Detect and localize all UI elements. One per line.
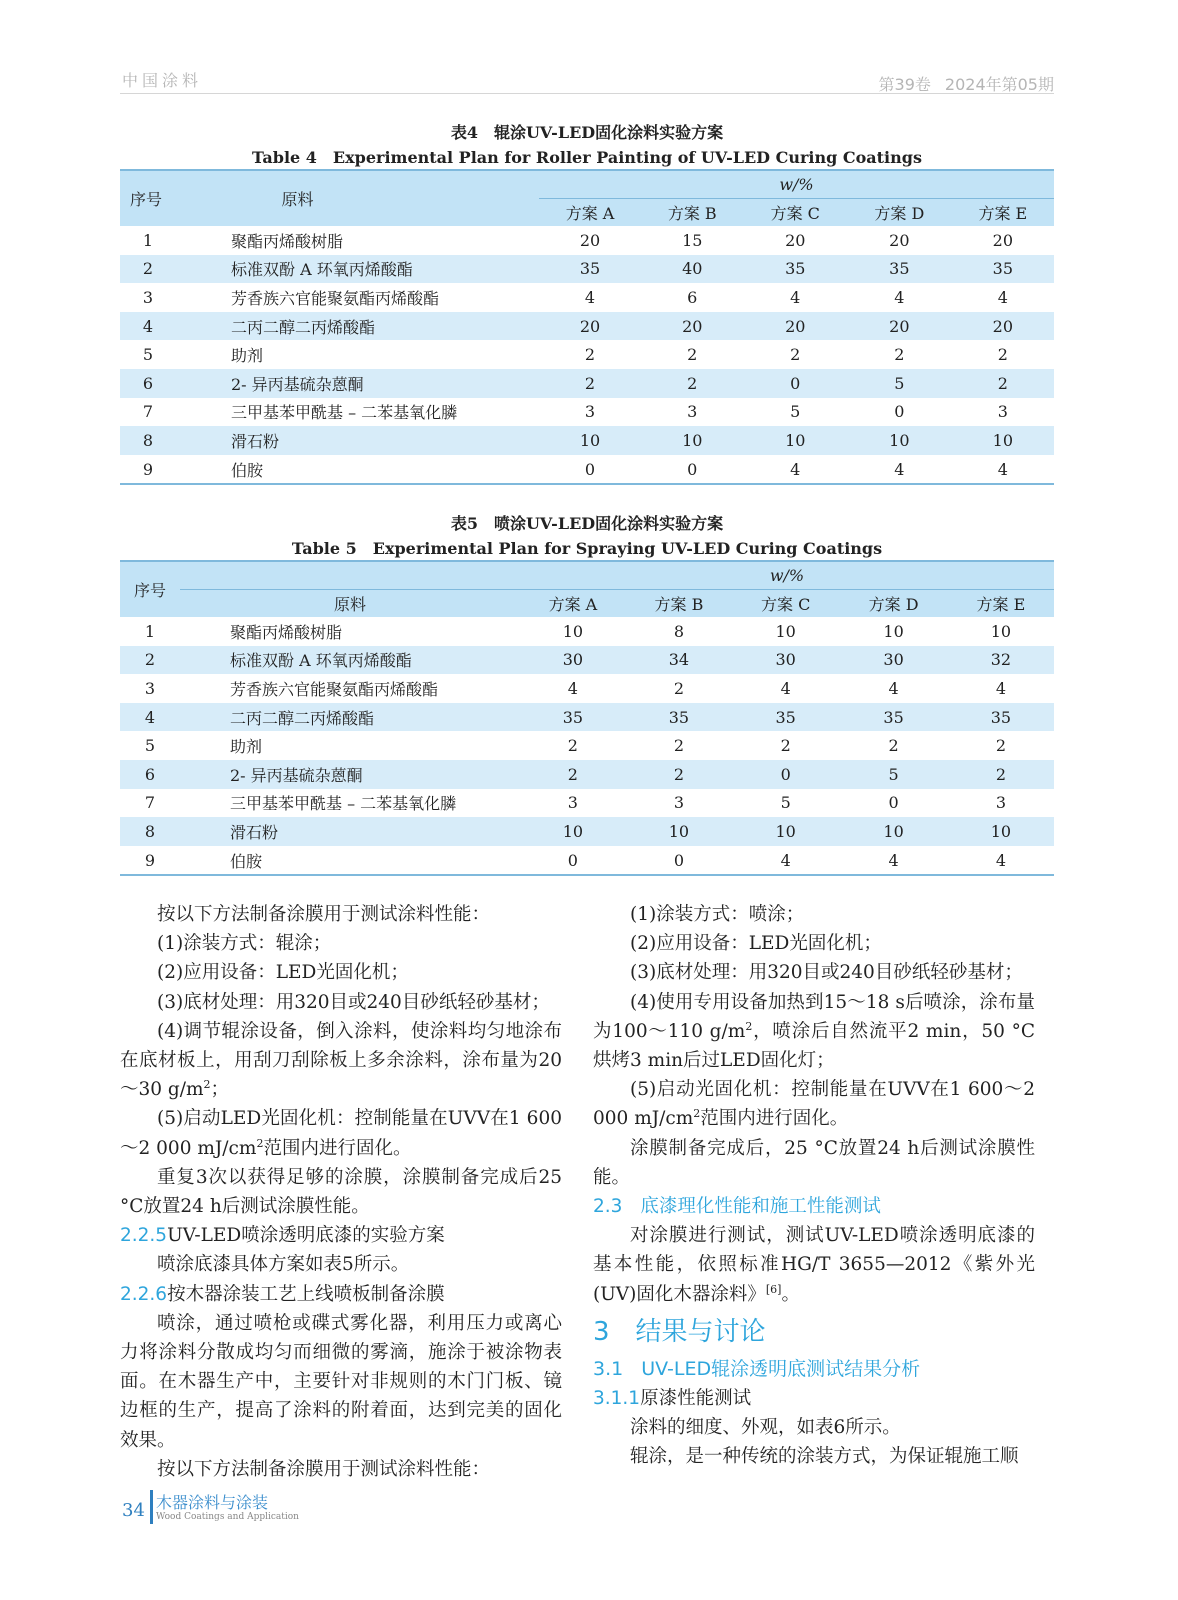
- cell-value: 10: [785, 430, 806, 450]
- cell-value: 2: [995, 736, 1007, 756]
- cell-no: 4: [142, 316, 154, 336]
- cell-value: 6: [687, 287, 698, 307]
- table-row: [120, 226, 1054, 255]
- paragraph: 喷涂底漆具体方案如表5所示。: [157, 1254, 410, 1276]
- section-number: 3.1.1: [593, 1388, 641, 1410]
- cell-value: 10: [668, 821, 690, 841]
- cell-no: 4: [144, 707, 156, 727]
- cell-value: 4: [997, 287, 1008, 307]
- col-header-plan: 方案 B: [641, 199, 743, 227]
- cell-material: 2- 异丙基硫杂蒽酮: [231, 374, 364, 394]
- right-column: [593, 900, 1035, 1472]
- paragraph: (2)应用设备：LED光固化机；: [157, 962, 409, 984]
- cell-no: 5: [142, 345, 154, 365]
- section-title: 按木器涂装工艺上线喷板制备涂膜: [167, 1283, 445, 1305]
- table-row: [120, 817, 1054, 846]
- text: (4)使用专用设备加热到15～18 s后喷涂，涂布量为100～110 g/m: [593, 991, 1035, 1042]
- col-header-no: 序号: [133, 581, 166, 600]
- table4: [120, 169, 1054, 485]
- cell-value: 10: [775, 821, 796, 841]
- cell-no: 2: [142, 259, 154, 279]
- cell-material: 滑石粉: [231, 431, 280, 451]
- journal-name: 中国涂料: [122, 71, 203, 90]
- cell-value: 35: [889, 259, 910, 279]
- cell-material: 聚酯丙烯酸树脂: [231, 231, 344, 251]
- cell-value: 30: [883, 650, 904, 670]
- cell-value: 3: [584, 402, 596, 422]
- cell-value: 40: [682, 259, 703, 279]
- cell-value: 4: [790, 287, 801, 307]
- superscript: 2: [693, 1107, 701, 1121]
- cell-value: 8: [673, 621, 684, 641]
- cell-value: 20: [682, 316, 703, 336]
- issue-info: [865, 72, 1054, 95]
- cell-no: 2: [144, 650, 156, 670]
- table-row: [120, 283, 1054, 312]
- superscript: 2: [256, 1136, 264, 1150]
- cell-value: 2: [997, 373, 1008, 393]
- header-spacer: [180, 561, 520, 590]
- section-number: 2.2.5: [120, 1225, 168, 1247]
- table-row: [120, 369, 1054, 398]
- col-header-plan: 方案 E: [952, 199, 1054, 227]
- cell-value: 35: [562, 707, 584, 727]
- text: 范围内进行固化。: [700, 1108, 849, 1130]
- section-number: 3.1: [593, 1357, 624, 1380]
- cell-value: 0: [687, 459, 698, 479]
- cell-value: 5: [790, 402, 801, 422]
- cell-value: 4: [995, 850, 1007, 870]
- left-column: [120, 900, 562, 1484]
- paragraph: [593, 1221, 1035, 1309]
- cell-value: 0: [790, 373, 801, 393]
- cell-material: 三甲基苯甲酰基 – 二苯基氧化膦: [230, 794, 457, 814]
- table4-caption-cn: 表4 辊涂UV-LED固化涂料实验方案: [450, 123, 724, 142]
- text: ，喷涂后自然流平2 min，50 °C烘烤3 min后过LED固化灯；: [593, 1020, 1035, 1072]
- cell-value: 4: [780, 678, 791, 698]
- cell-material: 伯胺: [230, 851, 263, 871]
- cell-value: 10: [883, 821, 904, 841]
- cell-value: 35: [883, 707, 904, 727]
- cell-value: 3: [995, 793, 1007, 813]
- cell-material: 助剂: [230, 737, 263, 757]
- paragraph: (1)涂装方式：辊涂；: [157, 933, 332, 955]
- cell-value: 35: [990, 707, 1012, 727]
- section-title: UV-LED喷涂透明底漆的实验方案: [167, 1225, 445, 1247]
- cell-value: 20: [579, 230, 601, 250]
- paragraph: [120, 1104, 562, 1162]
- cell-value: 10: [889, 430, 910, 450]
- cell-value: 2: [584, 373, 596, 393]
- table-row: [120, 674, 1054, 703]
- cell-no: 8: [144, 821, 156, 841]
- table-row: [120, 255, 1054, 284]
- cell-value: 5: [780, 793, 791, 813]
- cell-value: 2: [888, 736, 899, 756]
- cell-value: 30: [775, 650, 796, 670]
- cell-value: 4: [894, 459, 905, 479]
- cell-material: 标准双酚 A 环氧丙烯酸酯: [231, 260, 413, 280]
- cell-value: 2: [567, 736, 578, 756]
- cell-no: 3: [144, 678, 156, 698]
- cell-value: 35: [992, 259, 1014, 279]
- section-title: UV-LED辊涂透明底测试结果分析: [641, 1357, 921, 1380]
- cell-value: 2: [997, 345, 1008, 365]
- table-row: [120, 617, 1054, 646]
- paragraph: 涂料的细度、外观，如表6所示。: [630, 1417, 901, 1439]
- cell-value: 20: [889, 230, 910, 250]
- cell-value: 4: [995, 678, 1007, 698]
- cell-value: 0: [567, 850, 578, 870]
- cell-material: 2- 异丙基硫杂蒽酮: [230, 765, 363, 785]
- col-header-unit: w/%: [769, 566, 805, 585]
- cell-value: 20: [992, 316, 1014, 336]
- page-number: 34: [122, 1500, 145, 1521]
- paragraph: 喷涂，通过喷枪或碟式雾化器，利用压力或离心力将涂料分散成均匀而细微的雾滴，施涂于被涂物表面。在木器生产中，主要针对非规则的木门门板、镜边框的生产，提高了涂料的附着面，达到完美的固化效果。: [120, 1312, 562, 1451]
- cell-no: 5: [144, 736, 156, 756]
- cell-no: 1: [142, 230, 154, 250]
- col-header-plan: 方案 D: [847, 199, 952, 227]
- table-row: [120, 426, 1054, 455]
- text: (5)启动光固化机：控制能量在UVV在1 600～2 000 mJ/cm: [593, 1079, 1035, 1130]
- cell-value: 20: [579, 316, 601, 336]
- cell-value: 0: [673, 850, 684, 870]
- col-header-plan: 方案 C: [744, 199, 847, 227]
- table-row: [120, 760, 1054, 789]
- cell-value: 3: [687, 402, 698, 422]
- cell-value: 35: [668, 707, 690, 727]
- header-divider: [120, 93, 1054, 94]
- cell-value: 4: [790, 459, 801, 479]
- paragraph: 按以下方法制备涂膜用于测试涂料性能：: [157, 1458, 491, 1480]
- table4-caption-en: Table 4 Experimental Plan for Roller Painting of UV-LED Curing Coatings: [252, 148, 922, 167]
- footer-journal-en: Wood Coatings and Application: [156, 1512, 299, 1522]
- text: ；: [210, 1079, 230, 1101]
- table-row: [120, 398, 1054, 427]
- text: 。: [781, 1283, 800, 1305]
- section-title: 结果与讨论: [635, 1316, 766, 1347]
- section-title: 原漆性能测试: [640, 1388, 752, 1410]
- paragraph: (1)涂装方式：喷涂；: [630, 904, 805, 925]
- table-row: [120, 455, 1054, 485]
- cell-value: 2: [584, 345, 596, 365]
- cell-value: 2: [673, 764, 684, 784]
- cell-value: 20: [992, 230, 1014, 250]
- section-heading-3-1: [593, 1355, 1035, 1384]
- cell-value: 0: [780, 764, 791, 784]
- cell-value: 34: [668, 650, 690, 670]
- issue: 2024年第05期: [944, 75, 1054, 94]
- citation: [6]: [765, 1282, 782, 1296]
- paragraph: 涂膜制备完成后，25 °C放置24 h后测试涂膜性能。: [593, 1137, 1035, 1188]
- col-header-plan: 方案 A: [539, 199, 641, 227]
- cell-value: 10: [883, 621, 904, 641]
- col-header-plan: 方案 B: [626, 590, 732, 618]
- cell-material: 伯胺: [231, 460, 264, 480]
- cell-value: 2: [673, 736, 684, 756]
- table5-caption-cn: 表5 喷涂UV-LED固化涂料实验方案: [450, 514, 724, 533]
- cell-value: 3: [673, 793, 684, 813]
- text: 对涂膜进行测试，测试UV-LED喷涂透明底漆的基本性能，依照标准HG/T 3655—2012《紫外光(UV)固化木器涂料》: [593, 1225, 1035, 1305]
- paragraph: 辊涂，是一种传统的涂装方式，为保证辊施工顺: [630, 1446, 1019, 1468]
- cell-no: 7: [142, 402, 154, 422]
- cell-material: 助剂: [231, 346, 264, 366]
- cell-material: 三甲基苯甲酰基 – 二苯基氧化膦: [231, 403, 458, 423]
- cell-value: 10: [990, 821, 1012, 841]
- col-header-plan: 方案 D: [839, 590, 948, 618]
- cell-value: 10: [992, 430, 1014, 450]
- cell-material: 芳香族六官能聚氨酯丙烯酸酯: [230, 679, 439, 699]
- col-header-plan: 方案 C: [732, 590, 839, 618]
- section-number: 2.2.6: [120, 1283, 168, 1305]
- cell-value: 3: [997, 402, 1008, 422]
- table-row: [120, 731, 1054, 760]
- cell-value: 32: [990, 650, 1012, 670]
- cell-value: 10: [579, 430, 601, 450]
- text: (5)启动LED光固化机：控制能量在UVV在1 600～2 000 mJ/cm: [120, 1108, 562, 1159]
- cell-material: 滑石粉: [230, 822, 279, 842]
- section-title: 底漆理化性能和施工性能测试: [640, 1196, 881, 1218]
- cell-value: 4: [894, 287, 905, 307]
- cell-value: 35: [579, 259, 601, 279]
- cell-material: 芳香族六官能聚氨酯丙烯酸酯: [231, 288, 440, 308]
- col-header-plan: 方案 A: [520, 590, 626, 618]
- cell-no: 8: [142, 430, 154, 450]
- cell-value: 10: [562, 821, 584, 841]
- paragraph: (3)底材处理：用320目或240目砂纸轻砂基材；: [630, 962, 1023, 984]
- cell-value: 4: [780, 850, 791, 870]
- table-row: [120, 789, 1054, 818]
- cell-value: 2: [894, 345, 905, 365]
- cell-material: 二丙二醇二丙烯酸酯: [231, 317, 376, 337]
- footer-bar: [150, 1490, 153, 1524]
- section-heading-2-2-5: [120, 1221, 562, 1250]
- cell-value: 4: [888, 678, 899, 698]
- table-row: [120, 646, 1054, 675]
- cell-no: 6: [144, 764, 156, 784]
- cell-value: 2: [790, 345, 801, 365]
- paragraph: 按以下方法制备涂膜用于测试涂料性能：: [157, 904, 491, 925]
- paragraph: (3)底材处理：用320目或240目砂纸轻砂基材；: [157, 991, 550, 1013]
- cell-no: 9: [144, 850, 156, 870]
- cell-value: 10: [775, 621, 796, 641]
- text: 范围内进行固化。: [263, 1137, 412, 1159]
- volume: 第39卷: [878, 75, 931, 94]
- cell-value: 20: [889, 316, 910, 336]
- superscript: 2: [203, 1078, 211, 1092]
- table5-caption-en: Table 5 Experimental Plan for Spraying UV-LED Curing Coatings: [291, 539, 883, 558]
- paragraph: [593, 1075, 1035, 1133]
- cell-no: 3: [142, 287, 154, 307]
- section-number: 3: [593, 1316, 610, 1347]
- cell-value: 35: [775, 707, 796, 727]
- cell-material: 二丙二醇二丙烯酸酯: [230, 708, 375, 728]
- cell-material: 聚酯丙烯酸树脂: [230, 622, 343, 642]
- cell-value: 10: [682, 430, 703, 450]
- table-row: [120, 846, 1054, 876]
- section-heading-3-1-1: [593, 1384, 1035, 1413]
- text: (4)调节辊涂设备，倒入涂料，使涂料均匀地涂布在底材板上，用刮刀刮除板上多余涂料，涂布量为20～30 g/m: [120, 1020, 562, 1101]
- paragraph: [120, 1017, 562, 1105]
- cell-value: 2: [780, 736, 791, 756]
- cell-value: 20: [785, 316, 806, 336]
- footer-journal-cn: 木器涂料与涂装: [156, 1493, 269, 1512]
- cell-no: 9: [142, 459, 154, 479]
- cell-value: 3: [567, 793, 578, 813]
- cell-value: 0: [584, 459, 596, 479]
- table-row: [120, 340, 1054, 369]
- table5: [120, 560, 1054, 876]
- cell-value: 0: [894, 402, 905, 422]
- table-row: [120, 703, 1054, 732]
- cell-value: 15: [682, 230, 703, 250]
- cell-value: 20: [785, 230, 806, 250]
- cell-value: 4: [997, 459, 1008, 479]
- paragraph: [593, 988, 1035, 1076]
- cell-value: 35: [785, 259, 806, 279]
- cell-material: 标准双酚 A 环氧丙烯酸酯: [230, 651, 412, 671]
- cell-value: 2: [567, 764, 578, 784]
- cell-no: 6: [142, 373, 154, 393]
- cell-value: 30: [562, 650, 584, 670]
- cell-value: 2: [995, 764, 1007, 784]
- cell-no: 1: [144, 621, 156, 641]
- cell-value: 5: [894, 373, 905, 393]
- cell-no: 7: [144, 793, 156, 813]
- col-header-no: 序号: [130, 190, 163, 209]
- table-row: [120, 312, 1054, 341]
- cell-value: 4: [584, 287, 596, 307]
- superscript: 2: [745, 1019, 753, 1033]
- section-heading-3: [593, 1309, 1035, 1355]
- paragraph: (2)应用设备：LED光固化机；: [630, 933, 882, 955]
- cell-value: 5: [888, 764, 899, 784]
- cell-value: 2: [687, 373, 698, 393]
- cell-value: 2: [673, 678, 684, 698]
- section-number: 2.3: [593, 1196, 623, 1218]
- col-header-material: 原料: [281, 190, 314, 209]
- cell-value: 10: [990, 621, 1012, 641]
- cell-value: 4: [567, 678, 578, 698]
- col-header-unit: w/%: [779, 175, 814, 194]
- cell-value: 10: [562, 621, 584, 641]
- section-heading-2-2-6: [120, 1280, 562, 1309]
- paragraph: 重复3次以获得足够的涂膜，涂膜制备完成后25 °C放置24 h后测试涂膜性能。: [120, 1166, 562, 1218]
- cell-value: 2: [687, 345, 698, 365]
- col-header-material: 原料: [180, 590, 520, 618]
- section-heading-2-3: [593, 1192, 1035, 1221]
- cell-value: 0: [888, 793, 899, 813]
- cell-value: 4: [888, 850, 899, 870]
- col-header-plan: 方案 E: [948, 590, 1054, 618]
